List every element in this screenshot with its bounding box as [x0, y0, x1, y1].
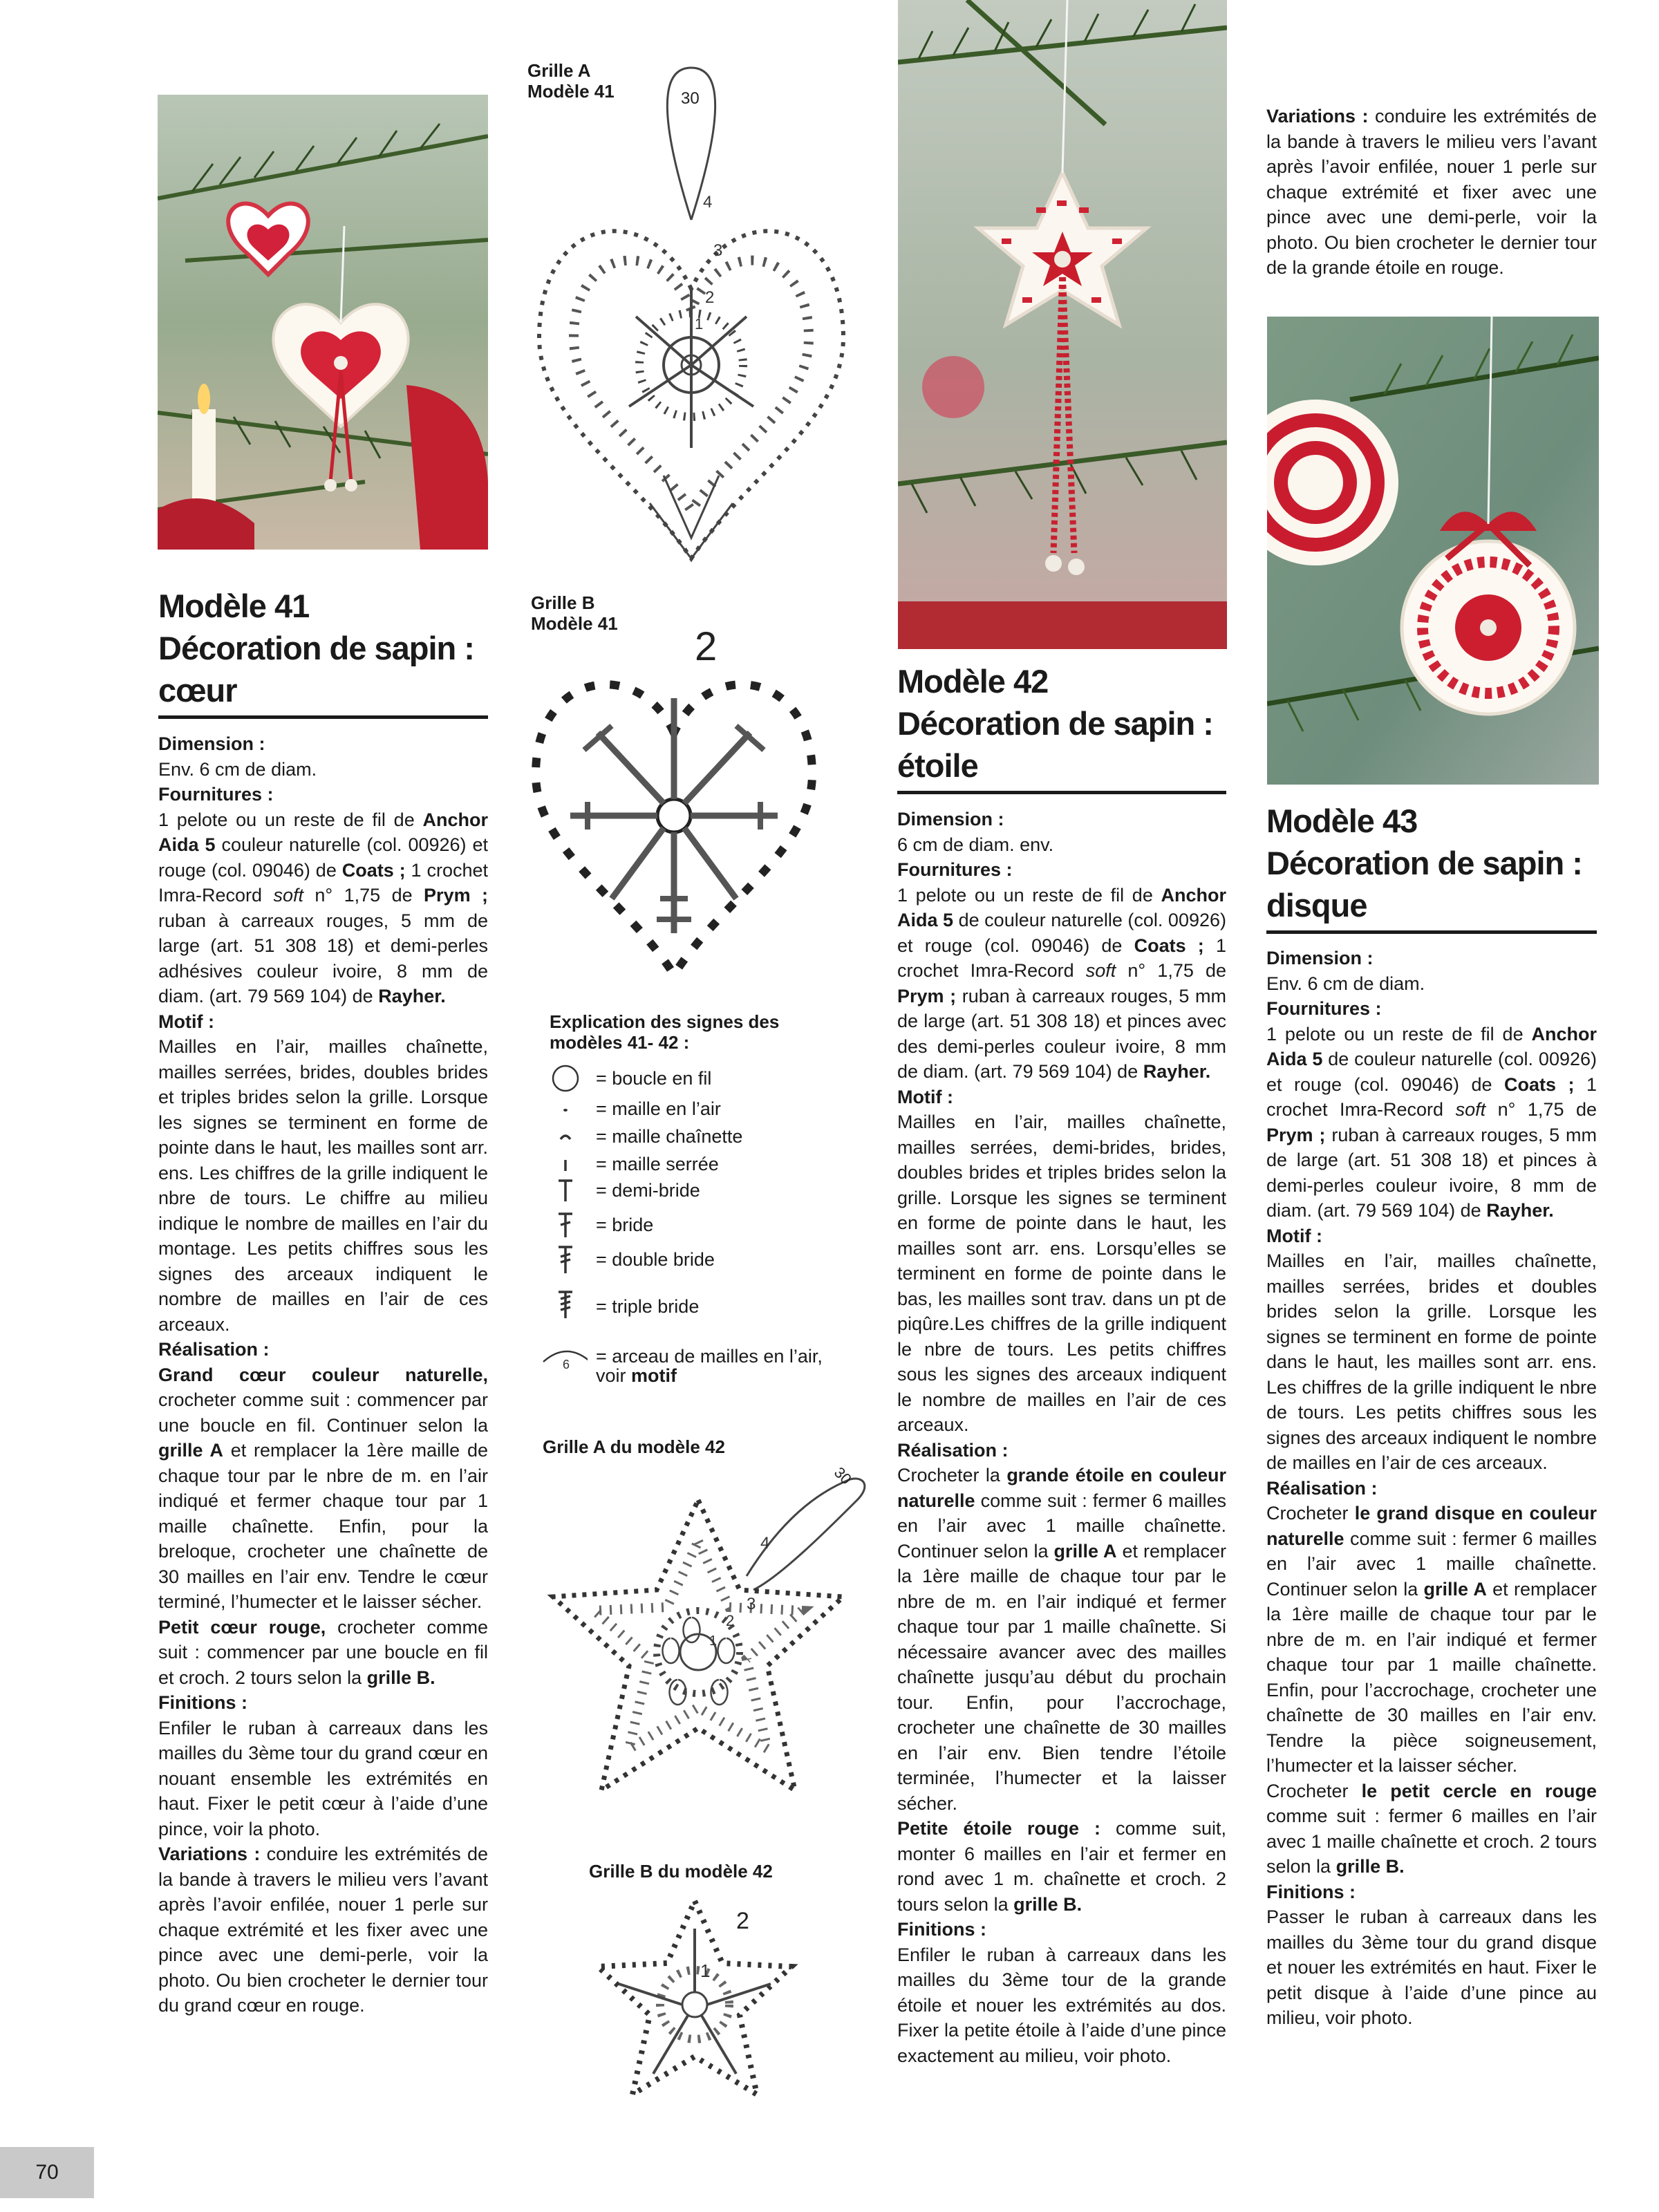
- grid-a41-diagram: [525, 61, 857, 572]
- grid-a42-num-30: 30: [830, 1463, 855, 1488]
- slip-stitch-icon: [538, 1123, 579, 1150]
- model41-dim-text: Env. 6 cm de diam.: [158, 758, 317, 780]
- disk-photo: [1267, 317, 1599, 785]
- model41-motif-label: Motif :: [158, 1011, 214, 1032]
- model41-fourn-text: 1 pelote ou un reste de fil de Anchor Aida 5 couleur naturelle (col. 00926) et rouge (col. 09046) de Coats ; 1 crochet Imra-Record soft n° 1,75 de Prym ; ruban à carreaux rouges, 5 mm de large (art. 51 308 18) et demi-perles adhésives couleur ivoire, 8 mm de diam. (art. 79 569 104) de Rayher.: [158, 809, 488, 1006]
- model41-title: Modèle 41 Décoration de sapin : cœur: [158, 585, 488, 719]
- model42-dim-text: 6 cm de diam. env.: [897, 834, 1054, 855]
- grid-b42-num-1: 1: [700, 1960, 711, 1981]
- grid-a41-title: Grille A Modèle 41: [527, 60, 615, 102]
- grid-a41-num-3: 3: [713, 241, 723, 260]
- model41-real-text: Grand cœur couleur naturelle, crocheter comme suit : commencer par une boucle en fil. Continuer selon la grille A et remplacer la 1ère maille de chaque tour par le nbre de m. en l’air indiqué et fermer chaque tour par 1 maille chaînette. Enfin, pour la breloque, crocheter une chaînette de 30 mailles en l’air env. Tendre le cœur terminé, l’humecter et le laisser sécher.: [158, 1364, 488, 1612]
- grid-a42-num-2: 2: [726, 1612, 735, 1629]
- model41-real-text-2: Petit cœur rouge, crocheter comme suit : commencer par une boucle en fil et croch. 2 tours selon la grille B.: [158, 1616, 488, 1688]
- model42-motif-text: Mailles en l’air, mailles chaînette, mailles serrées, demi-brides, brides, doubles brides et triples brides selon la grille. Lorsque les signes se terminent en forme de pointe dans le haut, les mailles sont arr. ens. Lorsqu’elles se terminent en forme de pointe dans le bas, les mailles sont trav. dans un pt de piqûre.Les chiffres de la grille indiquent le nbre de tours. Les petits chiffres sous les signes des arceaux indiquent le nombre de mailles en l’air de ces arceaux.: [897, 1112, 1226, 1435]
- model42-dim-label: Dimension :: [897, 809, 1004, 830]
- legend-title: Explication des signes des modèles 41- 42 :: [550, 1011, 780, 1053]
- model41-fin-label: Finitions :: [158, 1692, 247, 1713]
- model42-real-label: Réalisation :: [897, 1439, 1009, 1461]
- grid-b42-num-2: 2: [736, 1908, 749, 1934]
- heart-photo: [158, 95, 488, 550]
- model41-fin-text: Enfiler le ruban à carreaux dans les mailles du 3ème tour du grand cœur en nouant ensemble les extrémités en haut. Fixer le petit cœur à l’aide d’une pince, voir la photo.: [158, 1717, 488, 1839]
- triple-treble-icon: [538, 1286, 579, 1323]
- model43-fin-label: Finitions :: [1266, 1881, 1356, 1902]
- ring-icon: [538, 1065, 579, 1092]
- grid-a41-num-4: 4: [703, 193, 713, 212]
- model41-motif-text: Mailles en l’air, mailles chaînette, mailles serrées, brides, doubles brides et triples brides selon la grille. Lorsque les signes se terminent en forme de pointe dans le haut, les mailles sont arr. ens. Les chiffres de la grille indiquent le nbre de tours. Le chiffre au milieu indique le nombre de mailles en l’air du montage. Les petits chiffres sous les signes des arceaux indiquent le nombre de mailles en l’air de ces arceaux.: [158, 1036, 488, 1335]
- model43-dim-text: Env. 6 cm de diam.: [1266, 973, 1425, 994]
- model42-fin-text: Enfiler le ruban à carreaux dans les mailles du 3ème tour de la grande étoile et nouer les extrémités au dos. Fixer la petite étoile à l’aide d’une pince exactement au milieu, voir photo.: [897, 1944, 1226, 2066]
- model41-fourn-label: Fournitures :: [158, 784, 274, 805]
- grid-a42-num-4: 4: [760, 1534, 770, 1553]
- grid-b42-diagram: [570, 1887, 819, 2122]
- model43-real-label: Réalisation :: [1266, 1477, 1378, 1499]
- grid-b41-title: Grille B Modèle 41: [531, 592, 618, 634]
- model43-variations: Variations : conduire les extrémités de la bande à travers le milieu vers l’avant après l’avoir enfilée, nouer 1 perle sur chaque extrémité et fixer avec une pince avec une demi-perle, voir la photo. Ou bien crocheter le dernier tour de la grande étoile en rouge.: [1266, 106, 1597, 278]
- treble-icon: [538, 1246, 579, 1273]
- model43-fourn-text: 1 pelote ou un reste de fil de Anchor Aida 5 de couleur naturelle (col. 00926) et rouge (col. 09046) de Coats ; 1 crochet Imra-Record soft n° 1,75 de Prym ; ruban à carreaux rouges, 5 mm de large (art. 51 308 18) et pinces à demi-perles couleur ivoire, 8 mm de diam. (art. 79 569 104) de Rayher.: [1266, 1023, 1597, 1221]
- grid-a42-diagram: [518, 1438, 878, 1839]
- legend: = boucle en fil = maille en l’air = maille chaînette = maille serrée = demi-bride = bride = double bride = triple bride 6 = arceau de mailles en l’air, voir motif: [538, 1065, 856, 1403]
- legend-arceau-text: = arceau de mailles en l’air, voir motif: [596, 1346, 823, 1386]
- model43-fin-text: Passer le ruban à carreaux dans les mailles du 3ème tour du grand disque et nouer les extrémités en haut. Fixer le petit disque à l’aide d’une pince au milieu, voir photo.: [1266, 1906, 1597, 2028]
- model41-body: [158, 731, 488, 2018]
- grid-a42-num-1: 1: [709, 1633, 718, 1649]
- chain-arc-number: 6: [563, 1358, 570, 1371]
- dot-icon: [538, 1095, 579, 1123]
- model42-real-text: Crocheter la grande étoile en couleur naturelle comme suit : fermer 6 mailles en l’air avec 1 maille chaînette. Continuer selon la grille A et remplacer la 1ère maille de chaque tour par le nbre de m. en l’air indiqué et fermer chaque tour par 1 maille chaînette. Si nécessaire avancer avec des mailles chaînette jusqu’au début du prochain tour. Enfin, pour l’accrochage, crocheter une chaînette de 30 mailles en l’air env. Bien tendre l’étoile terminée, l’humecter et la laisser sécher.: [897, 1465, 1226, 1814]
- double-crochet-icon: [538, 1211, 579, 1239]
- grid-a42-num-3: 3: [747, 1595, 756, 1613]
- model41-real-label: Réalisation :: [158, 1339, 270, 1360]
- model42-fin-label: Finitions :: [897, 1919, 986, 1940]
- model43-motif-text: Mailles en l’air, mailles chaînette, mailles serrées, brides et doubles brides selon la grille. Lorsque les signes se terminent en forme de pointe dans le haut, les mailles sont arr. ens. Les chiffres de la grille indiquent le nbre de tours. Les petits chiffres sous les signes des arceaux indiquent le nombre de mailles en l’air de ces arceaux.: [1266, 1250, 1597, 1473]
- page-number: 70: [0, 2147, 94, 2198]
- grid-a42-title: Grille A du modèle 42: [543, 1436, 725, 1457]
- star-photo: [898, 0, 1227, 649]
- grid-b41-diagram: [522, 608, 847, 982]
- model42-title: Modèle 42 Décoration de sapin : étoile: [897, 660, 1226, 794]
- single-crochet-icon: [538, 1150, 579, 1178]
- model42-fourn-text: 1 pelote ou un reste de fil de Anchor Aida 5 de couleur naturelle (col. 00926) et rouge (col. 09046) de Coats ; 1 crochet Imra-Record soft n° 1,75 de Prym ; ruban à carreaux rouges, 5 mm de large (art. 51 308 18) et pinces avec des demi-perles couleur ivoire, 8 mm de diam. (art. 79 569 104) de Rayher.: [897, 884, 1227, 1082]
- grid-b42-title: Grille B du modèle 42: [589, 1861, 773, 1882]
- model42-motif-label: Motif :: [897, 1086, 953, 1107]
- model43-dim-label: Dimension :: [1266, 948, 1374, 968]
- half-double-icon: [538, 1177, 579, 1204]
- grid-a41-num-1: 1: [695, 315, 704, 332]
- model41-var-text: Variations : conduire les extrémités de la bande à travers le milieu vers l’avant après l’avoir enfilée, nouer 1 perle sur chaque extrémité et les fixer avec une pince avec une demi-perle, voir la photo. Ou bien crocheter le dernier tour du grand cœur en rouge.: [158, 1844, 489, 2016]
- model43-motif-label: Motif :: [1266, 1225, 1322, 1246]
- model42-body: [897, 807, 1226, 2068]
- model41-dim-label: Dimension :: [158, 733, 265, 754]
- grid-a41-num-2: 2: [705, 288, 715, 307]
- model42-fourn-label: Fournitures :: [897, 859, 1013, 880]
- model42-real-text-2: Petite étoile rouge : comme suit, monter 6 mailles en l’air et fermer en rond avec 1 m. chaînette et croch. 2 tours selon la grille B.: [897, 1818, 1226, 1915]
- model43-body: [1266, 946, 1597, 2031]
- model43-title: Modèle 43 Décoration de sapin : disque: [1266, 800, 1597, 934]
- model43-real-text: Crocheter le grand disque en couleur naturelle comme suit : fermer 6 mailles en l’air avec 1 maille chaînette. Continuer selon la grille A et remplacer la 1ère maille de chaque tour par le nbre de m. en l’air indiqué et fermer chaque tour par 1 maille chaînette. Enfin, pour l’accrochage, crocheter une chaînette de 30 mailles en l’air env. Tendre la pièce soigneusement, l’humecter et la laisser sécher.: [1266, 1503, 1597, 1776]
- grid-a41-num-30: 30: [681, 89, 700, 108]
- grid-b41-num-2: 2: [695, 624, 718, 669]
- model43-real-text-2: Crocheter le petit cercle en rouge comme suit : fermer 6 mailles en l’air avec 1 maille chaînette et croch. 2 tours selon la grille B.: [1266, 1780, 1597, 1877]
- model43-fourn-label: Fournitures :: [1266, 998, 1382, 1019]
- chain-arc-icon: [532, 1344, 588, 1371]
